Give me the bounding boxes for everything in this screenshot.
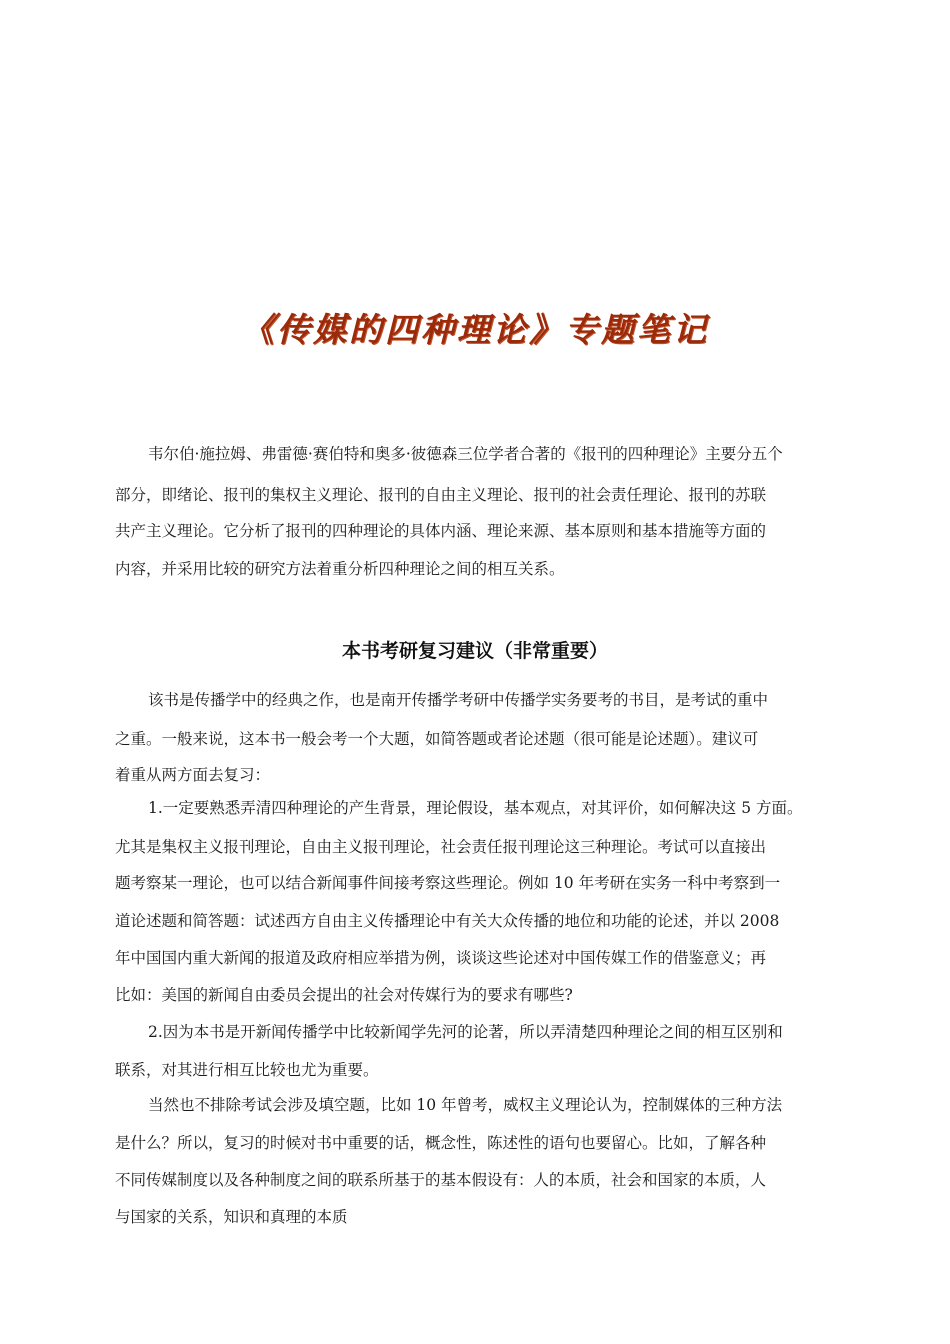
advice-line: 该书是传播学中的经典之作，也是南开传播学考研中传播学实务要考的书目，是考试的重中	[148, 691, 769, 709]
document-title: 《传媒的四种理论》专题笔记	[241, 310, 709, 349]
intro-line: 部分，即绪论、报刊的集权主义理论、报刊的自由主义理论、报刊的社会责任理论、报刊的苏联	[115, 486, 767, 504]
intro-line: 内容，并采用比较的研究方法着重分析四种理论之间的相互关系。	[115, 560, 565, 578]
point-1-line: 尤其是集权主义报刊理论，自由主义报刊理论，社会责任报刊理论这三种理论。考试可以直接出	[115, 838, 767, 856]
closing-line: 当然也不排除考试会涉及填空题，比如 10 年曾考，威权主义理论认为，控制媒体的三种方法	[148, 1096, 783, 1114]
point-1-line: 年中国国内重大新闻的报道及政府相应举措为例，谈谈这些论述对中国传媒工作的借鉴意义；再	[115, 949, 767, 967]
intro-line: 共产主义理论。它分析了报刊的四种理论的具体内涵、理论来源、基本原则和基本措施等方面的	[115, 522, 767, 540]
section-heading: 本书考研复习建议（非常重要）	[341, 640, 608, 662]
advice-line: 着重从两方面去复习：	[115, 766, 271, 784]
point-2-line: 联系，对其进行相互比较也尤为重要。	[115, 1061, 379, 1079]
advice-line: 之重。一般来说，这本书一般会考一个大题，如简答题或者论述题（很可能是论述题）。建议可	[115, 730, 759, 748]
closing-line: 不同传媒制度以及各种制度之间的联系所基于的基本假设有：人的本质，社会和国家的本质，人	[115, 1171, 767, 1189]
closing-line: 与国家的关系，知识和真理的本质	[115, 1208, 348, 1226]
point-1-line: 比如：美国的新闻自由委员会提出的社会对传媒行为的要求有哪些?	[115, 986, 573, 1004]
intro-line: 韦尔伯·施拉姆、弗雷德·赛伯特和奥多·彼德森三位学者合著的《报刊的四种理论》主要分五个	[148, 445, 783, 463]
point-1-line: 道论述题和简答题：试述西方自由主义传播理论中有关大众传播的地位和功能的论述，并以 2008	[115, 912, 780, 930]
point-1-line: 1.一定要熟悉弄清四种理论的产生背景，理论假设，基本观点，对其评价，如何解决这 5 方面。	[148, 799, 803, 817]
point-2-line: 2.因为本书是开新闻传播学中比较新闻学先河的论著，所以弄清楚四种理论之间的相互区别和	[148, 1023, 783, 1041]
closing-line: 是什么？所以，复习的时候对书中重要的话，概念性，陈述性的语句也要留心。比如，了解各种	[115, 1134, 767, 1152]
point-1-line: 题考察某一理论，也可以结合新闻事件间接考察这些理论。例如 10 年考研在实务一科中考察到一	[115, 874, 781, 892]
